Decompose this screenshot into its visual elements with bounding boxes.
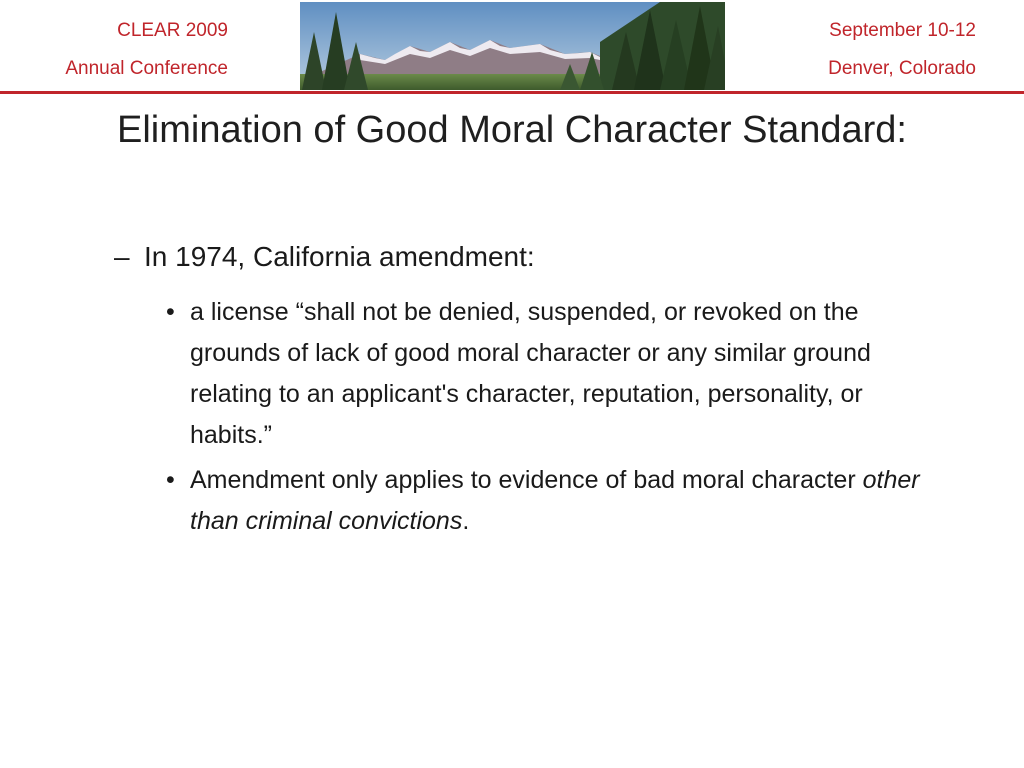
bullet-item <box>160 292 950 456</box>
level1-text: In 1974, California amendment: <box>144 241 535 272</box>
dash-marker: – <box>114 241 130 272</box>
conference-type: Annual Conference <box>65 58 228 79</box>
header-left <box>0 12 228 88</box>
header-right <box>780 12 976 88</box>
slide-title: Elimination of Good Moral Character Standard: <box>117 109 907 151</box>
bullet-marker: • <box>166 466 175 494</box>
mountain-landscape-image <box>300 2 725 90</box>
conference-dates: September 10-12 <box>829 20 976 41</box>
conference-location: Denver, Colorado <box>828 58 976 79</box>
bullet-marker: • <box>166 298 175 326</box>
bullet-text: a license “shall not be denied, suspended, or revoked on the grounds of lack of good moral character or any similar ground relating to an applicant's character, reputation, personality, or habits.” <box>190 298 871 449</box>
conference-name: CLEAR 2009 <box>117 20 228 41</box>
header-divider <box>0 91 1024 94</box>
bullet-italic-text: other than criminal convictions <box>190 466 920 535</box>
bullet-item <box>160 460 950 542</box>
bullet-text: Amendment only applies to evidence of bad moral character <box>190 466 863 494</box>
level1-item <box>114 236 934 278</box>
bullet-list <box>160 292 950 546</box>
bullet-text-end: . <box>462 507 470 535</box>
